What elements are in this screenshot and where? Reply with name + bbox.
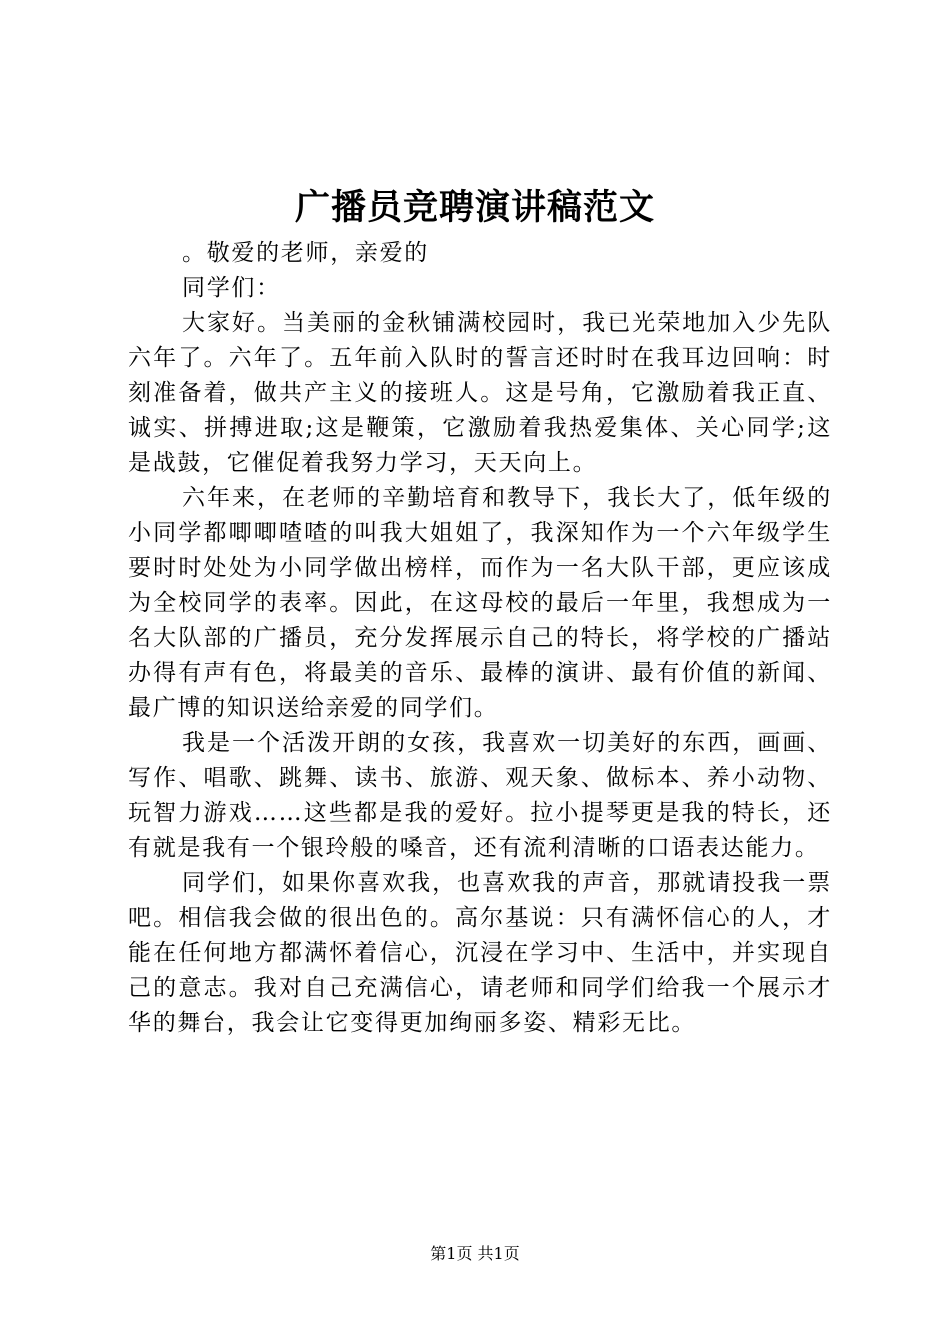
document-body (128, 236, 832, 1041)
paragraph-salutation: 。敬爱的老师，亲爱的 (182, 240, 429, 266)
paragraph-conclusion: 同学们，如果你喜欢我，也喜欢我的声音，那就请投我一票吧。相信我会做的很出色的。高尔基说：只有满怀信心的人，才能在任何地方都满怀着信心，沉浸在学习中、生活中，并实现自己的意志。我对自己充满信心，请老师和同学们给我一个展示才华的舞台，我会让它变得更加绚丽多姿、精彩无比。 (128, 870, 832, 1036)
paragraph-salutation-continued: 同学们： (182, 275, 281, 301)
document-title: 广播员竞聘演讲稿范文 (294, 187, 655, 228)
paragraph-introduction: 大家好。当美丽的金秋铺满校园时，我已光荣地加入少先队六年了。六年了。五年前入队时的誓言还时时在我耳边回响：时刻准备着，做共产主义的接班人。这是号角，它激励着我正直、诚实、拼搏进取;这是鞭策，它激励着我热爱集体、关心同学;这是战鼓，它催促着我努力学习，天天向上。 (128, 310, 832, 476)
paragraph-motivation: 六年来，在老师的辛勤培育和教导下，我长大了，低年级的小同学都唧唧喳喳的叫我大姐姐了，我深知作为一个六年级学生要时时处处为小同学做出榜样，而作为一名大队干部，更应该成为全校同学的表率。因此，在这母校的最后一年里，我想成为一名大队部的广播员，充分发挥展示自己的特长，将学校的广播站办得有声有色，将最美的音乐、最棒的演讲、最有价值的新闻、最广博的知识送给亲爱的同学们。 (128, 485, 832, 721)
paragraph-hobbies: 我是一个活泼开朗的女孩，我喜欢一切美好的东西，画画、写作、唱歌、跳舞、读书、旅游、观天象、做标本、养小动物、玩智力游戏……这些都是我的爱好。拉小提琴更是我的特长，还有就是我有一个银玲般的嗓音，还有流利清晰的口语表达能力。 (128, 730, 832, 861)
page-number-footer: 第1页 共1页 (430, 1244, 520, 1263)
